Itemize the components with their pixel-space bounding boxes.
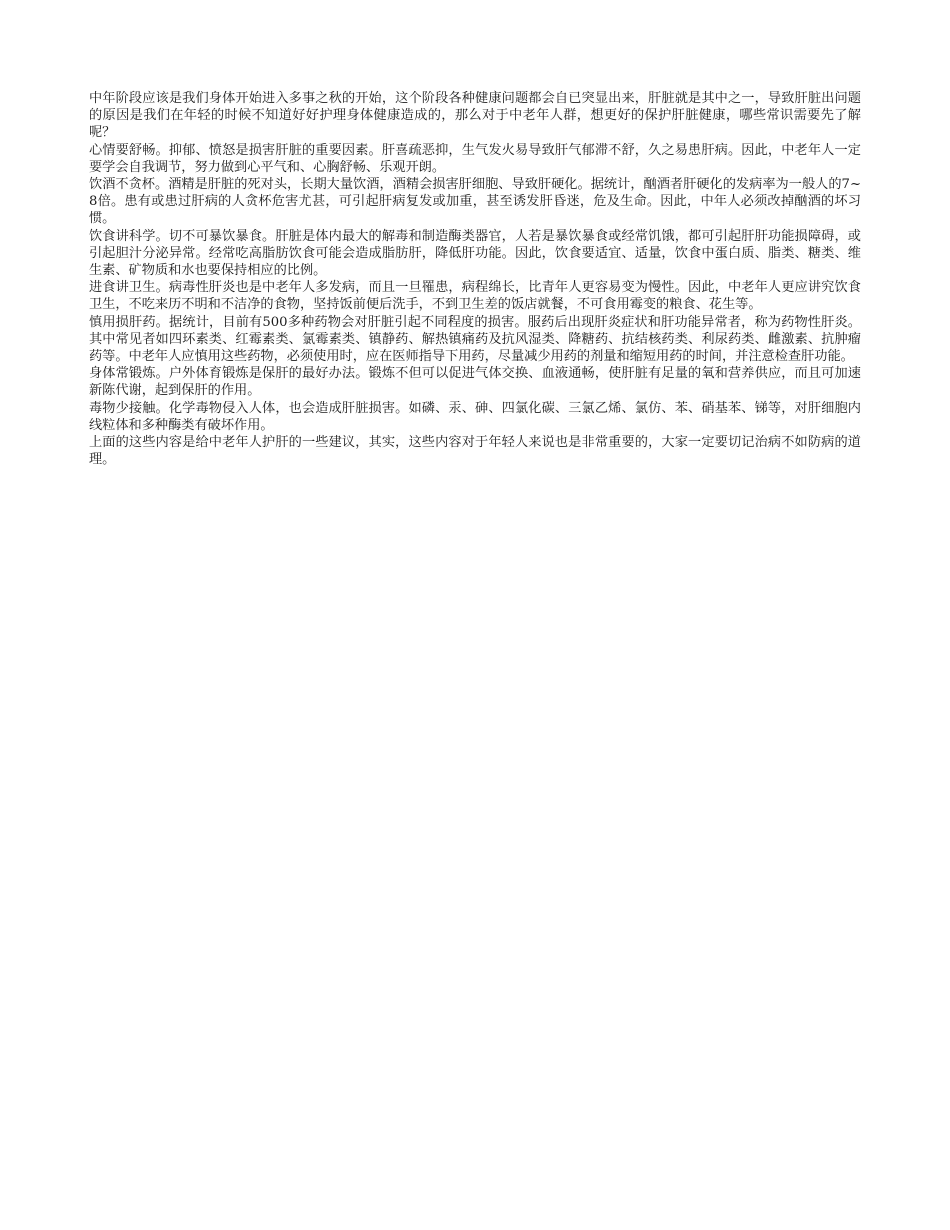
paragraph-alcohol: 饮酒不贪杯。酒精是肝脏的死对头，长期大量饮酒，酒精会损害肝细胞、导致肝硬化。据统计，酗酒者肝硬化的发病率为一般人的7~8倍。患有或患过肝病的人贪杯危害尤甚，可引起肝病复发或加重，甚至诱发肝昏迷，危及生命。因此，中年人必须改掉酗酒的坏习惯。 [89,177,861,227]
paragraph-exercise: 身体常锻炼。户外体育锻炼是保肝的最好办法。锻炼不但可以促进气体交换、血液通畅，使肝脏有足量的氧和营养供应，而且可加速新陈代谢，起到保肝的作用。 [89,366,861,399]
paragraph-mood: 心情要舒畅。抑郁、愤怒是损害肝脏的重要因素。肝喜疏恶抑，生气发火易导致肝气郁滞不舒，久之易患肝病。因此，中老年人一定要学会自我调节，努力做到心平气和、心胸舒畅、乐观开朗。 [89,142,861,175]
conclusion-paragraph: 上面的这些内容是给中老年人护肝的一些建议，其实，这些内容对于年轻人来说也是非常重要的，大家一定要切记治病不如防病的道理。 [89,435,861,468]
paragraph-hygiene: 进食讲卫生。病毒性肝炎也是中老年人多发病，而且一旦罹患，病程绵长，比青年人更容易变为慢性。因此，中老年人更应讲究饮食卫生，不吃来历不明和不洁净的食物，坚持饭前便后洗手，不到卫生差的饭店就餐，不可食用霉变的粮食、花生等。 [89,280,861,313]
intro-paragraph: 中年阶段应该是我们身体开始进入多事之秋的开始，这个阶段各种健康问题都会自已突显出来，肝脏就是其中之一，导致肝脏出问题的原因是我们在年轻的时候不知道好好护理身体健康造成的，那么对于中老年人群，想更好的保护肝脏健康，哪些常识需要先了解呢？ [89,91,861,141]
paragraph-medication: 慎用损肝药。据统计，目前有500多种药物会对肝脏引起不同程度的损害。服药后出现肝炎症状和肝功能异常者，称为药物性肝炎。其中常见者如四环素类、红霉素类、氯霉素类、镇静药、解热镇痛药及抗风湿类、降糖药、抗结核药类、利尿药类、雌激素、抗肿瘤药等。中老年人应慎用这些药物，必须使用时，应在医师指导下用药，尽量减少用药的剂量和缩短用药的时间，并注意检查肝功能。 [89,314,861,365]
paragraph-toxins: 毒物少接触。化学毒物侵入人体，也会造成肝脏损害。如磷、汞、砷、四氯化碳、三氯乙烯、氯仿、苯、硝基苯、锑等，对肝细胞内线粒体和多种酶类有破坏作用。 [89,400,861,433]
document-body [89,90,861,468]
paragraph-diet: 饮食讲科学。切不可暴饮暴食。肝脏是体内最大的解毒和制造酶类器官，人若是暴饮暴食或经常饥饿，都可引起肝肝功能损障碍，或引起胆汁分泌异常。经常吃高脂肪饮食可能会造成脂肪肝，降低肝功能。因此，饮食要适宜、适量，饮食中蛋白质、脂类、糖类、维生素、矿物质和水也要保持相应的比例。 [89,228,861,279]
